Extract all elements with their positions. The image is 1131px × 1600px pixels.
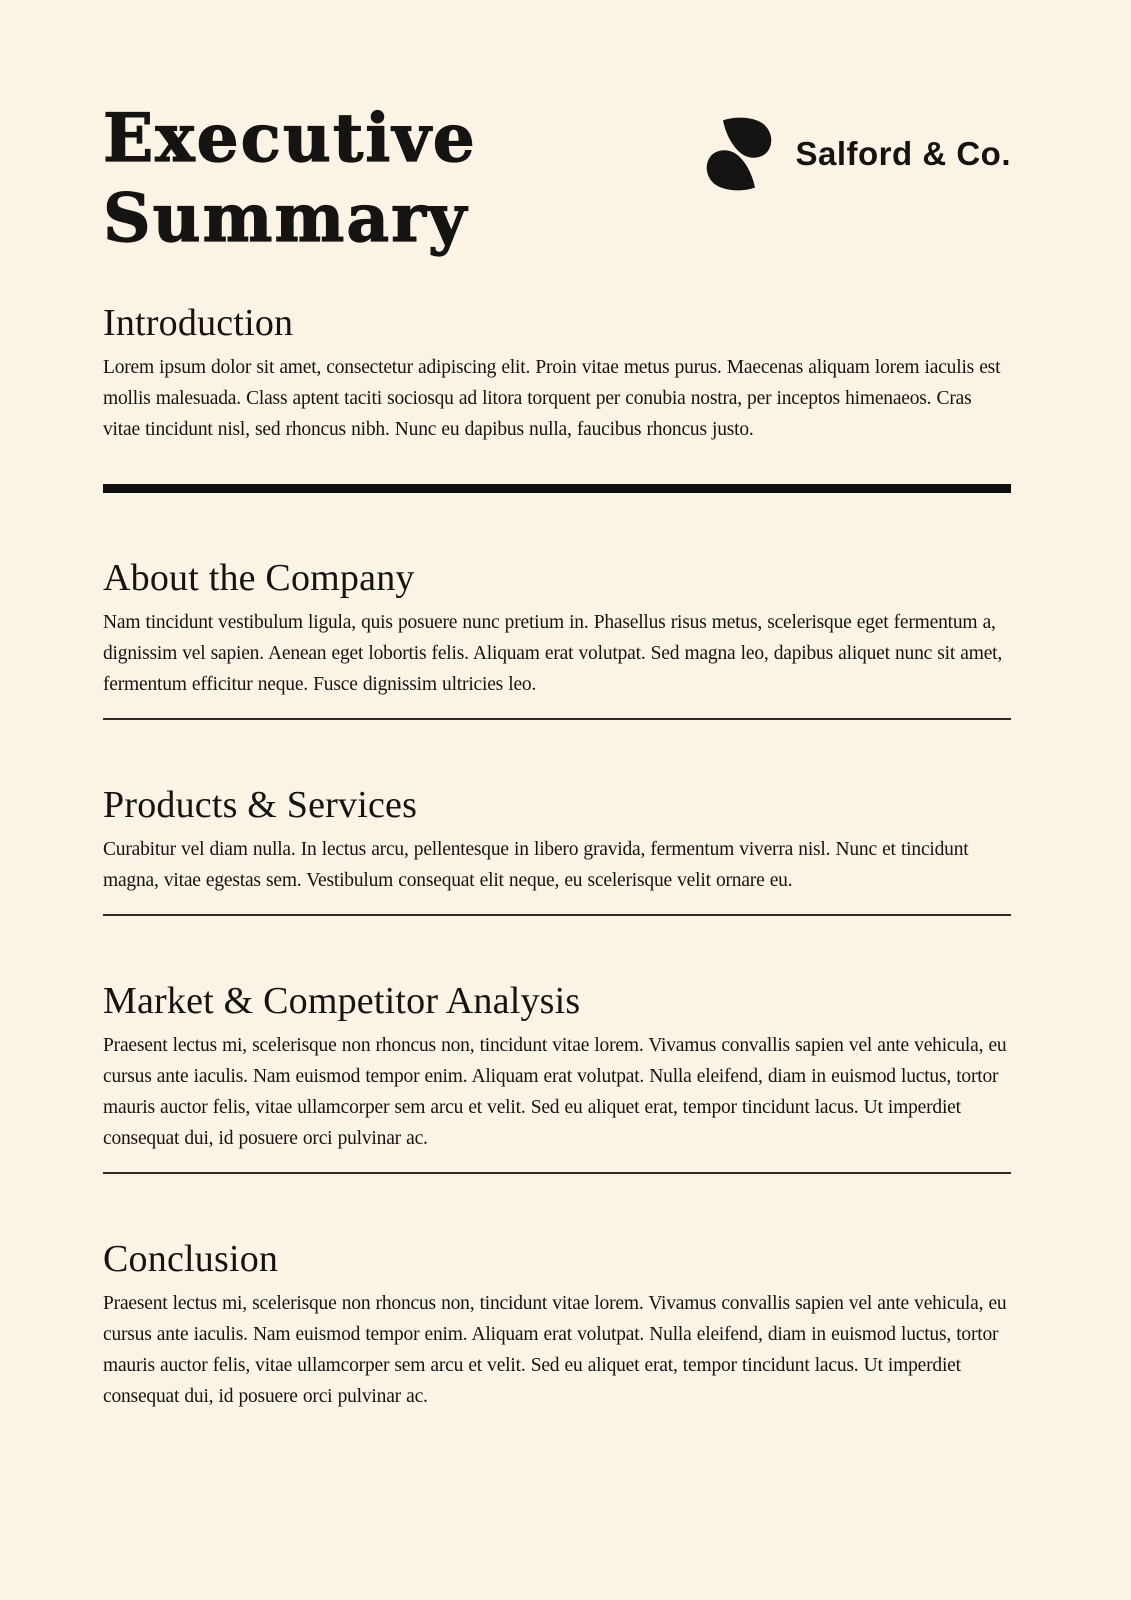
section-market-competitor-analysis xyxy=(103,978,1011,1174)
section-introduction xyxy=(103,300,1011,493)
section-divider-thin xyxy=(103,1172,1011,1174)
section-divider-thin xyxy=(103,718,1011,720)
section-heading: Market & Competitor Analysis xyxy=(103,980,581,1022)
section-about-the-company xyxy=(103,555,1011,720)
section-heading: Introduction xyxy=(103,302,294,344)
section-divider-thick xyxy=(103,484,1011,493)
page-header xyxy=(103,98,1011,258)
section-body: Curabitur vel diam nulla. In lectus arcu, pellentesque in libero gravida, fermentum viverra nisl. Nunc et tincidunt magna, vitae egestas sem. Vestibulum consequat elit neque, eu scelerisque velit ornare eu. xyxy=(103,839,969,891)
section-body: Nam tincidunt vestibulum ligula, quis posuere nunc pretium in. Phasellus risus metus, scelerisque eget fermentum a, dignissim vel sapien. Aenean eget lobortis felis. Aliquam erat volutpat. Sed magna leo, dapibus aliquet nunc sit amet, fermentum efficitur neque. Fusce dignissim ultricies leo. xyxy=(103,612,1003,695)
section-body: Lorem ipsum dolor sit amet, consectetur adipiscing elit. Proin vitae metus purus. Maecenas aliquam lorem iaculis est mollis malesuada. Class aptent taciti sociosqu ad litora torquent per conubia nostra, per inceptos himenaeos. Cras vitae tincidunt nisl, sed rhoncus nibh. Nunc eu dapibus nulla, faucibus rhoncus justo. xyxy=(103,357,1001,440)
brand-name: Salford & Co. xyxy=(795,135,1011,172)
section-divider-thin xyxy=(103,914,1011,916)
page-title-line-1: Executive xyxy=(103,99,477,177)
page-title-line-2: Summary xyxy=(103,179,469,257)
section-heading: Products & Services xyxy=(103,784,418,826)
page-title xyxy=(103,98,477,258)
section-products-services xyxy=(103,782,1011,916)
s-teardrop-monogram-icon xyxy=(699,114,779,194)
section-conclusion xyxy=(103,1236,1011,1412)
section-body: Praesent lectus mi, scelerisque non rhoncus non, tincidunt vitae lorem. Vivamus convallis sapien vel ante vehicula, eu cursus ante iaculis. Nam euismod tempor enim. Aliquam erat volutpat. Nulla eleifend, diam in euismod luctus, tortor mauris auctor felis, vitae ullamcorper sem arcu et velit. Sed eu aliquet erat, tempor tincidunt lacus. Ut imperdiet consequat dui, id posuere orci pulvinar ac. xyxy=(103,1293,1007,1407)
section-heading: About the Company xyxy=(103,557,415,599)
brand-logo xyxy=(699,114,1011,194)
section-body: Praesent lectus mi, scelerisque non rhoncus non, tincidunt vitae lorem. Vivamus convallis sapien vel ante vehicula, eu cursus ante iaculis. Nam euismod tempor enim. Aliquam erat volutpat. Nulla eleifend, diam in euismod luctus, tortor mauris auctor felis, vitae ullamcorper sem arcu et velit. Sed eu aliquet erat, tempor tincidunt lacus. Ut imperdiet consequat dui, id posuere orci pulvinar ac. xyxy=(103,1035,1007,1149)
section-heading: Conclusion xyxy=(103,1238,279,1280)
